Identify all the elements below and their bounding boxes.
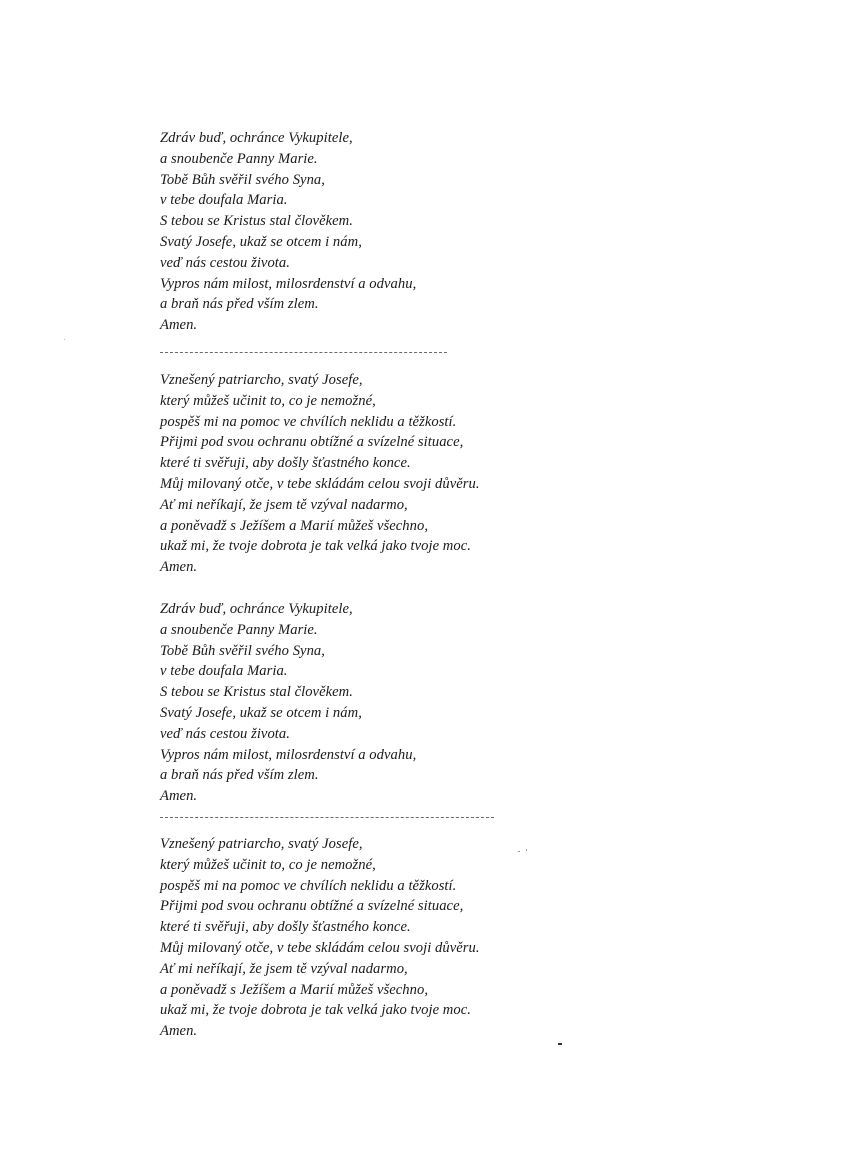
scan-speck [526, 849, 527, 851]
prayer-line: Ať mi neříkají, že jsem tě vzýval nadarmo, [160, 960, 408, 977]
prayer-line: Přijmi pod svou ochranu obtížné a svízelné situace, [160, 434, 464, 451]
prayer-line: ukaž mi, že tvoje dobrota je tak velká jako tvoje moc. [160, 538, 471, 555]
prayer-line: a braň nás před vším zlem. [160, 296, 319, 313]
dashed-separator [160, 352, 447, 354]
prayer-line: ukaž mi, že tvoje dobrota je tak velká jako tvoje moc. [160, 1002, 471, 1019]
prayer-line: a braň nás před vším zlem. [160, 767, 319, 784]
prayer-line: v tebe doufala Maria. [160, 192, 288, 209]
prayer-line: S tebou se Kristus stal člověkem. [160, 684, 353, 701]
prayer-line: které ti svěřuji, aby došly šťastného konce. [160, 455, 411, 472]
prayer-line: Svatý Josefe, ukaž se otcem i nám, [160, 233, 362, 250]
prayer-line: který můžeš učinit to, co je nemožné, [160, 856, 376, 873]
prayer-line: Tobě Bůh svěřil svého Syna, [160, 642, 325, 659]
prayer-line: Zdráv buď, ochránce Vykupitele, [160, 601, 353, 617]
prayer-line: pospěš mi na pomoc ve chvílích neklidu a těžkostí. [160, 877, 457, 894]
prayer-line: v tebe doufala Maria. [160, 663, 288, 680]
prayer-line: a poněvadž s Ježíšem a Marií můžeš všechno, [160, 517, 429, 534]
prayer-line: S tebou se Kristus stal člověkem. [160, 213, 353, 230]
prayer-line: a snoubenče Panny Marie. [160, 150, 318, 167]
dashed-separator [160, 817, 494, 819]
prayer-line: Můj milovaný otče, v tebe skládám celou svoji důvěru. [160, 475, 480, 492]
prayer-block-1 [160, 128, 416, 336]
prayer-block-4 [160, 834, 480, 1042]
prayer-line: a poněvadž s Ježíšem a Marií můžeš všechno, [160, 981, 429, 998]
prayer-line: Tobě Bůh svěřil svého Syna, [160, 171, 325, 188]
prayer-amen: Amen. [160, 317, 198, 334]
scan-speck [558, 1043, 562, 1045]
scan-speck [64, 339, 65, 340]
prayer-block-3 [160, 599, 416, 807]
prayer-line: které ti svěřuji, aby došly šťastného konce. [160, 919, 411, 936]
prayer-line: který můžeš učinit to, co je nemožné, [160, 392, 376, 409]
prayer-line: Vypros nám milost, milosrdenství a odvahu, [160, 746, 417, 763]
prayer-amen: Amen. [160, 1023, 198, 1040]
prayer-line: Svatý Josefe, ukaž se otcem i nám, [160, 704, 362, 721]
prayer-line: veď nás cestou života. [160, 725, 290, 742]
prayer-amen: Amen. [160, 788, 198, 805]
prayer-line: Vznešený patriarcho, svatý Josefe, [160, 836, 363, 852]
prayer-line: Ať mi neříkají, že jsem tě vzýval nadarmo, [160, 496, 408, 513]
prayer-line: pospěš mi na pomoc ve chvílích neklidu a těžkostí. [160, 413, 457, 430]
prayer-line: Vypros nám milost, milosrdenství a odvahu, [160, 275, 417, 292]
prayer-block-2 [160, 370, 480, 578]
prayer-line: Přijmi pod svou ochranu obtížné a svízelné situace, [160, 898, 464, 915]
prayer-line: Vznešený patriarcho, svatý Josefe, [160, 372, 363, 388]
prayer-line: veď nás cestou života. [160, 254, 290, 271]
prayer-line: a snoubenče Panny Marie. [160, 621, 318, 638]
prayer-line: Zdráv buď, ochránce Vykupitele, [160, 130, 353, 146]
prayer-amen: Amen. [160, 559, 198, 576]
scan-speck [518, 851, 520, 852]
prayer-line: Můj milovaný otče, v tebe skládám celou svoji důvěru. [160, 939, 480, 956]
